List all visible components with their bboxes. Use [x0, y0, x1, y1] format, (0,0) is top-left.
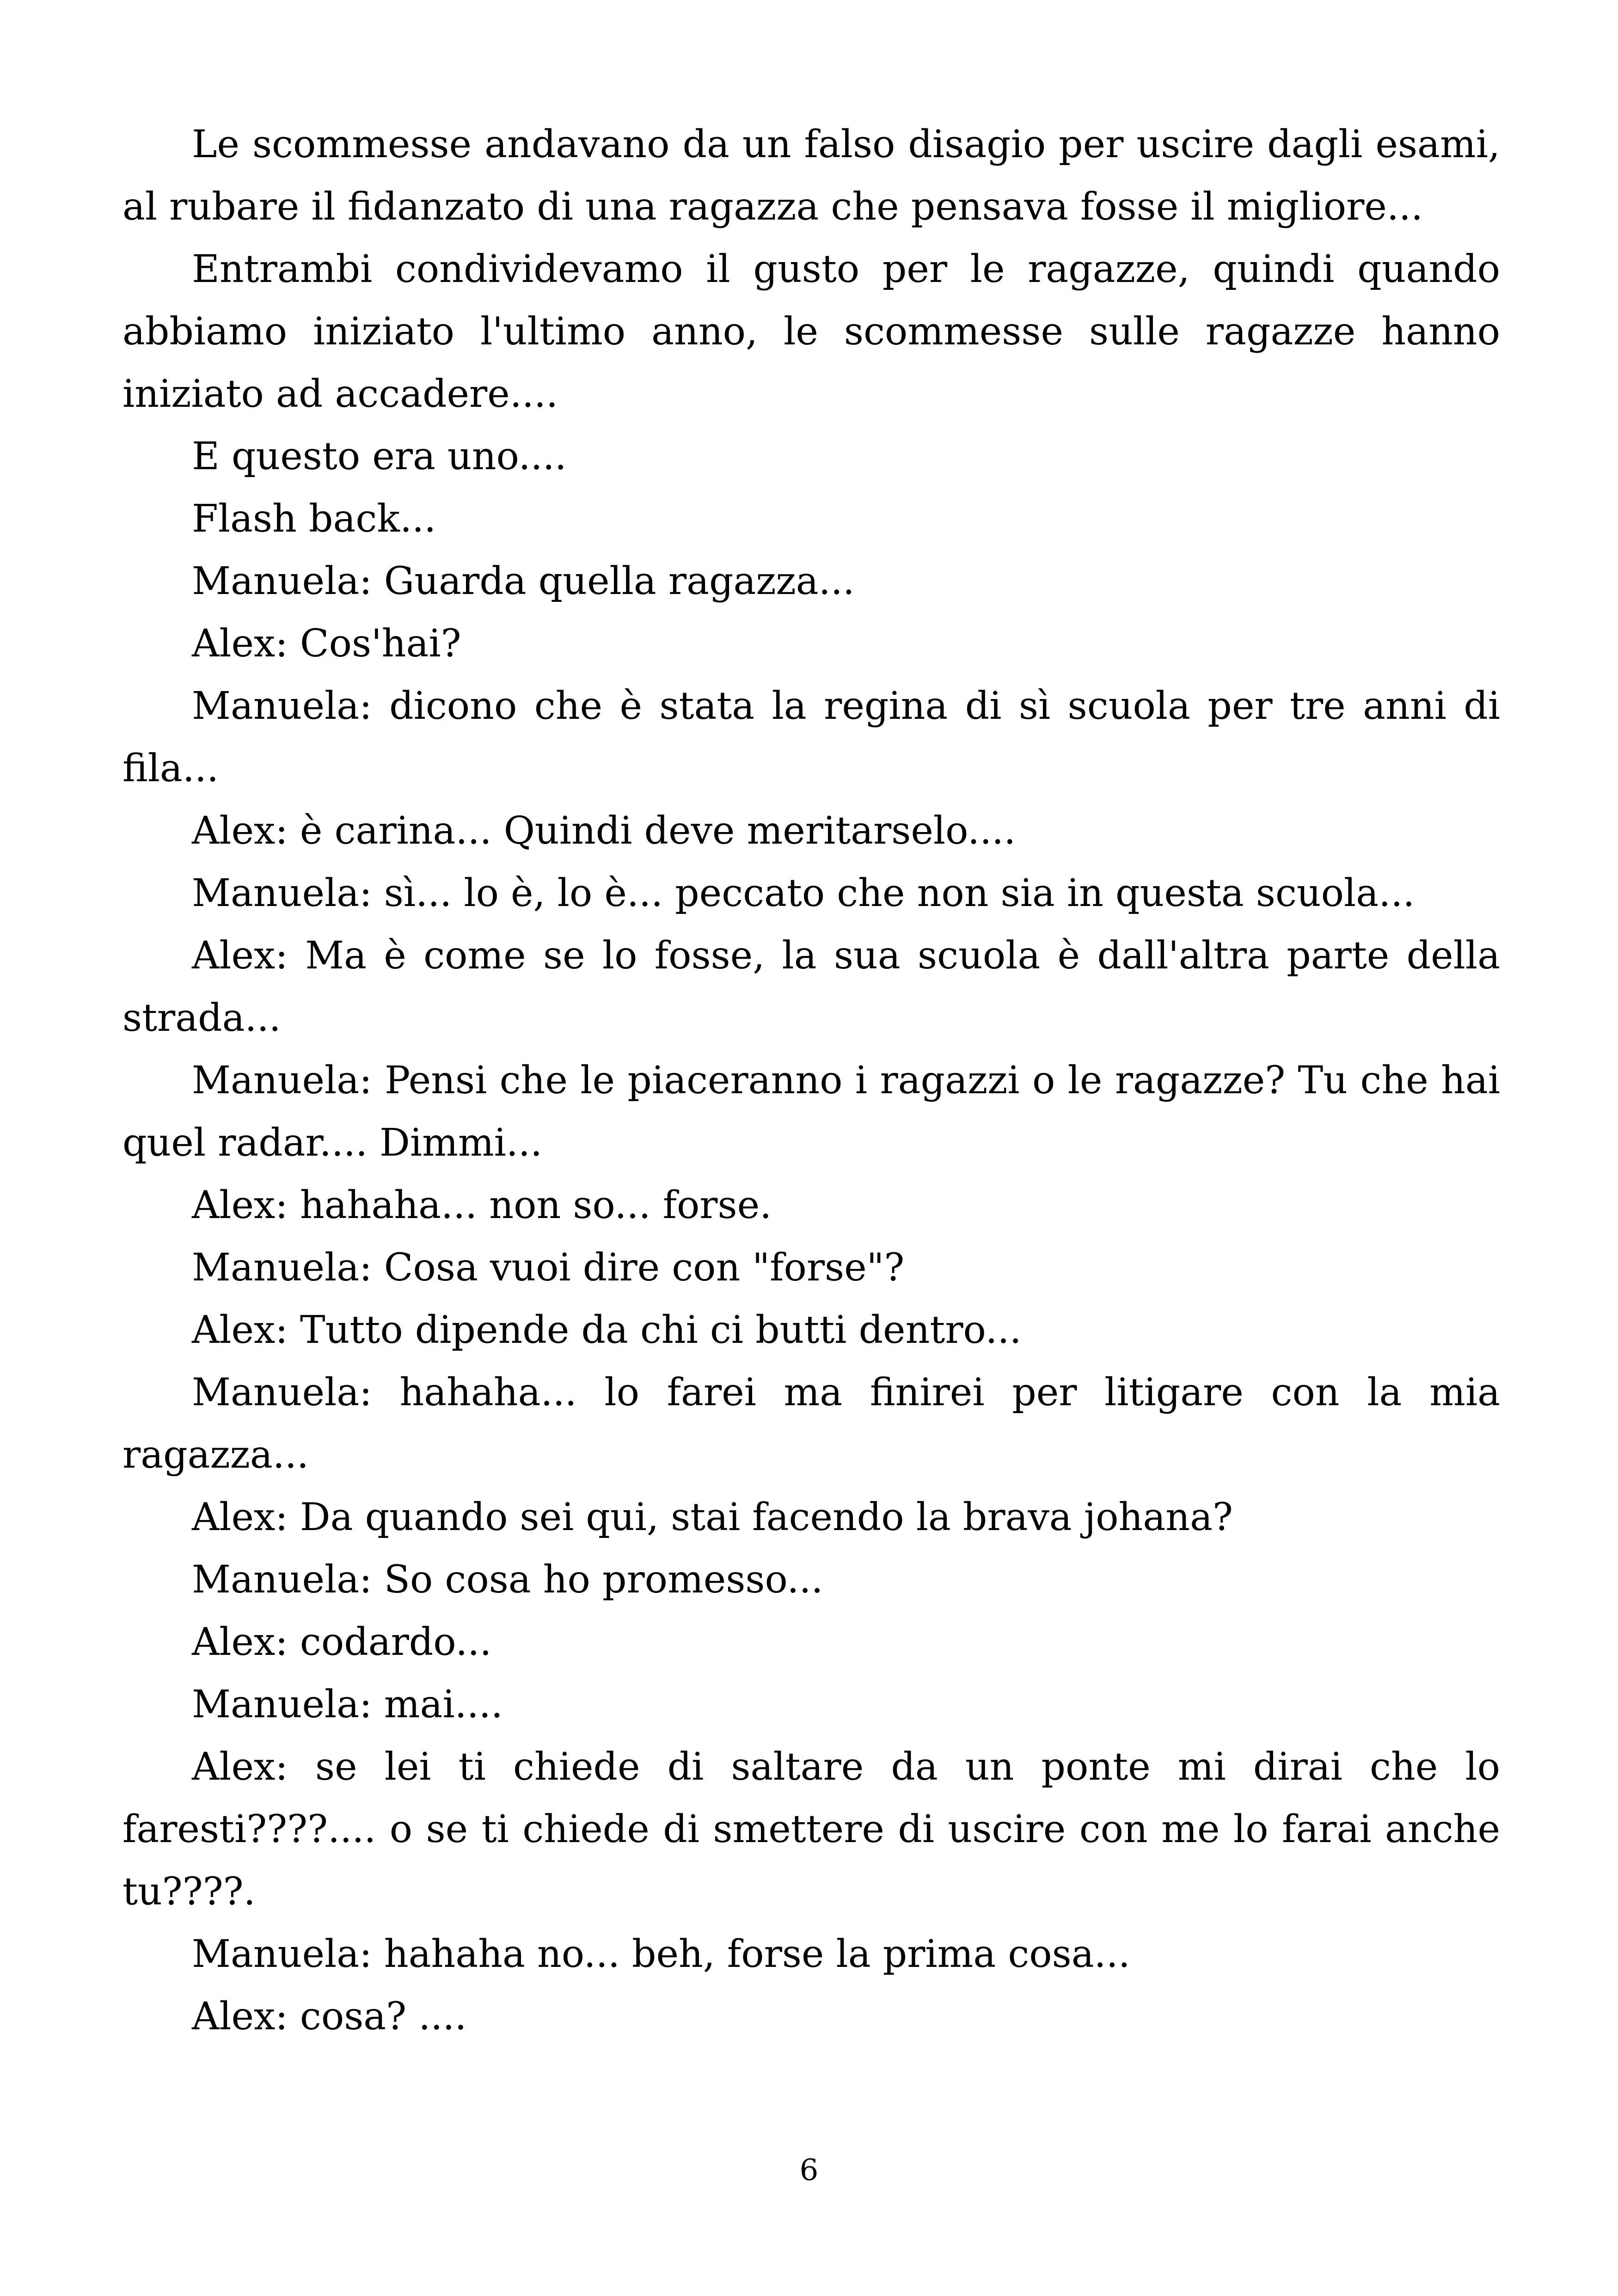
dialogue-line: Alex: se lei ti chiede di saltare da un ponte mi dirai che lo faresti????.... o se ti chiede di smettere di uscire con me lo farai anche tu????. [123, 1745, 1500, 1914]
dialogue-line: Alex: è carina... Quindi deve meritarselo.... [192, 809, 1016, 853]
dialogue-line: Manuela: hahaha no... beh, forse la prima cosa... [192, 1932, 1130, 1976]
paragraph: Entrambi condividevamo il gusto per le ragazze, quindi quando abbiamo iniziato l'ultimo anno, le scommesse sulle ragazze hanno iniziato ad accadere.... [123, 247, 1500, 416]
paragraph: Le scommesse andavano da un falso disagio per uscire dagli esami, al rubare il fidanzato di una ragazza che pensava fosse il migliore... [123, 122, 1500, 229]
dialogue-line: Manuela: Pensi che le piaceranno i ragazzi o le ragazze? Tu che hai quel radar.... Dimmi... [123, 1059, 1500, 1165]
page-number: 6 [799, 2153, 819, 2187]
dialogue-line: Manuela: So cosa ho promesso... [192, 1558, 823, 1602]
dialogue-line: Alex: Da quando sei qui, stai facendo la brava johana? [192, 1495, 1233, 1539]
paragraph: E questo era uno.... [192, 435, 567, 478]
dialogue-line: Alex: Cos'hai? [192, 622, 461, 666]
dialogue-line: Manuela: hahaha... lo farei ma finirei per litigare con la mia ragazza... [123, 1371, 1500, 1477]
dialogue-line: Alex: Ma è come se lo fosse, la sua scuola è dall'altra parte della strada... [123, 934, 1500, 1040]
dialogue-line: Manuela: mai.... [192, 1683, 503, 1727]
dialogue-line: Manuela: dicono che è stata la regina di sì scuola per tre anni di fila... [123, 684, 1500, 790]
dialogue-line: Manuela: Cosa vuoi dire con "forse"? [192, 1246, 905, 1290]
dialogue-line: Manuela: Guarda quella ragazza... [192, 559, 855, 603]
dialogue-line: Alex: hahaha... non so... forse. [192, 1183, 772, 1227]
dialogue-line: Alex: cosa? .... [192, 1995, 467, 2039]
paragraph: Flash back... [192, 497, 436, 541]
dialogue-line: Alex: Tutto dipende da chi ci butti dentro... [192, 1308, 1022, 1352]
dialogue-line: Manuela: sì... lo è, lo è... peccato che non sia in questa scuola... [192, 871, 1415, 915]
body-text [123, 113, 1500, 2048]
dialogue-line: Alex: codardo... [192, 1620, 492, 1664]
